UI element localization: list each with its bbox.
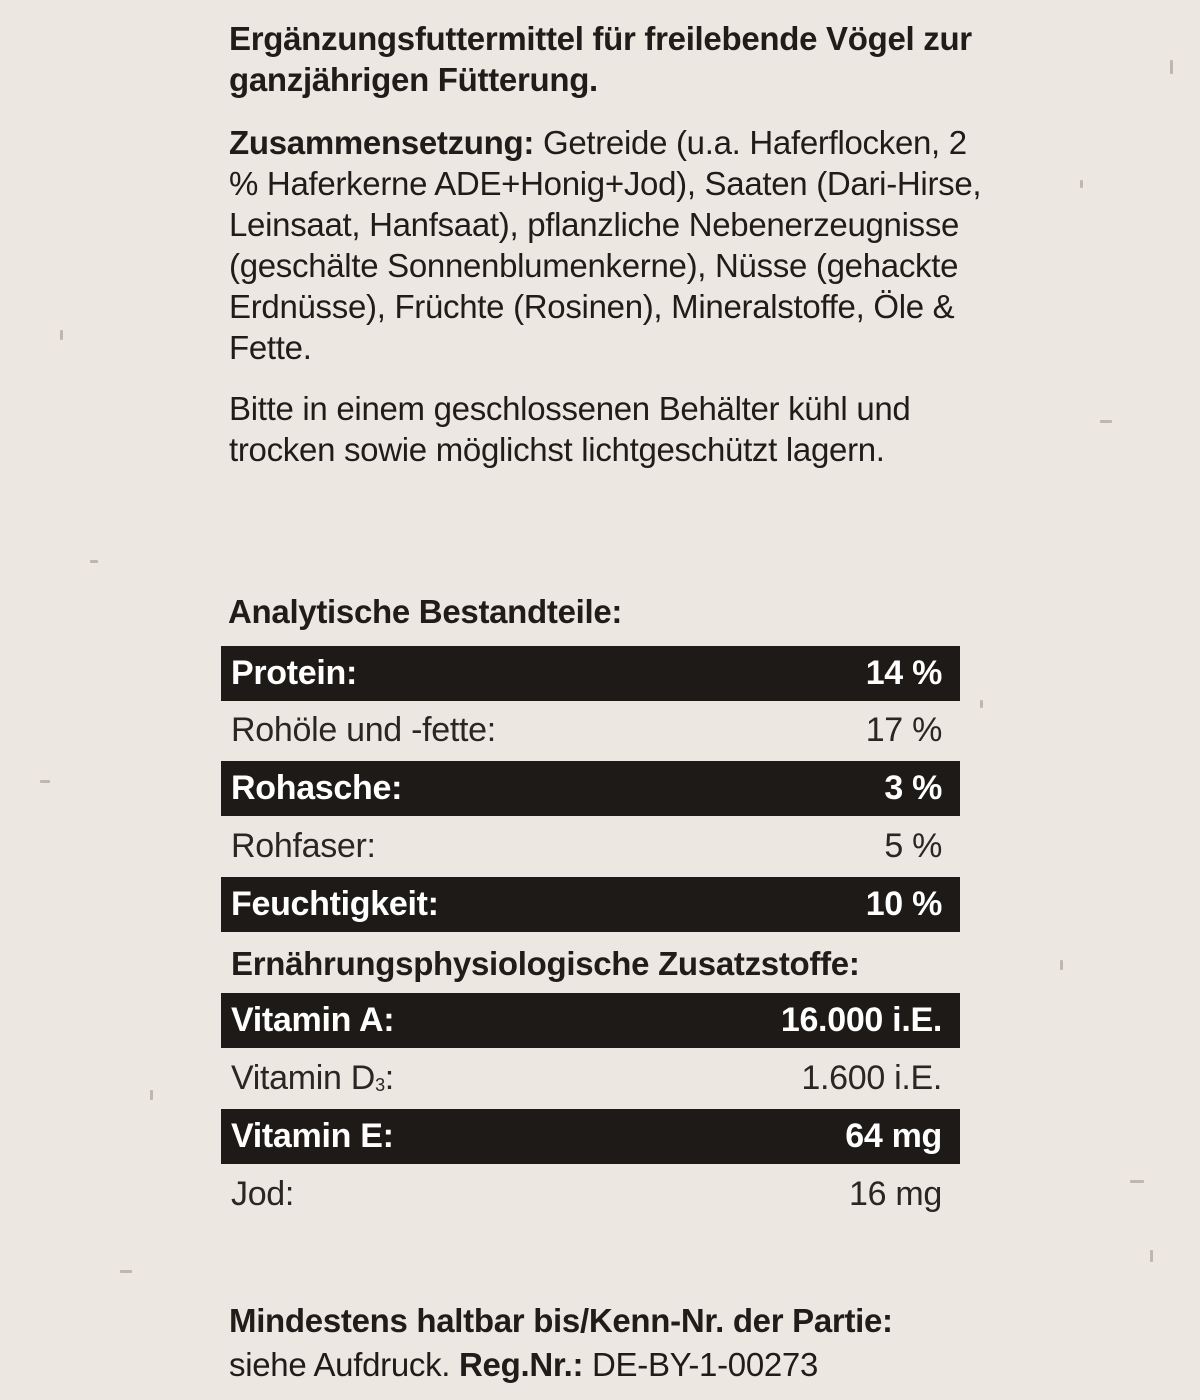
row-value: 16.000 i.E. — [780, 1001, 942, 1039]
product-description-heading: Ergänzungsfuttermittel für freilebende Vögel zur ganzjährigen Fütterung. — [229, 20, 972, 98]
row-label: Protein: — [231, 654, 358, 692]
additives-heading: Ernährungsphysiologische Zusatzstoffe: — [231, 945, 860, 982]
row-label: Vitamin A: — [231, 1001, 395, 1039]
row-label: Jod: — [231, 1175, 295, 1213]
composition-block — [229, 122, 989, 368]
analytics-row-moisture — [221, 877, 960, 932]
additives-row-iodine — [221, 1167, 960, 1222]
additives-row-vitamin-e — [221, 1109, 960, 1164]
row-value: 10 % — [865, 885, 942, 923]
row-value: 5 % — [884, 827, 942, 865]
composition-label: Zusammensetzung: — [229, 124, 535, 161]
additives-row-vitamin-a — [221, 993, 960, 1048]
row-value: 3 % — [884, 769, 942, 807]
row-label: Vitamin $D_3$: — [231, 1059, 394, 1097]
row-label: Vitamin E: — [231, 1117, 394, 1155]
row-value: 17 % — [865, 711, 942, 749]
analytics-row-fiber — [221, 819, 960, 874]
analytics-row-fats — [221, 703, 960, 758]
analytics-row-ash — [221, 761, 960, 816]
footer-line — [229, 1344, 989, 1385]
best-before-label: Mindestens haltbar bis/Kenn-Nr. der Partie: — [229, 1302, 893, 1339]
analytics-row-protein — [221, 646, 960, 701]
row-value: 14 % — [865, 654, 942, 692]
analytics-heading: Analytische Bestandteile: — [228, 593, 623, 630]
print-reference: siehe Aufdruck. — [229, 1346, 451, 1383]
storage-instructions: Bitte in einem geschlossenen Behälter kühl und trocken sowie möglichst lichtgeschützt lagern. — [229, 390, 911, 468]
additives-row-vitamin-d3 — [221, 1051, 960, 1106]
row-label: Rohasche: — [231, 769, 403, 807]
row-label: Feuchtigkeit: — [231, 885, 439, 923]
row-value: 16 mg — [849, 1175, 942, 1213]
row-value: 64 mg — [845, 1117, 942, 1155]
composition-text: Getreide (u.a. Haferflocken, 2 % Haferkerne ADE+Honig+Jod), Saaten (Dari-Hirse, Leinsaat, Hanfsaat), pflanzliche Nebenerzeugnisse (geschälte Sonnenblumenkerne), Nüsse (gehackte Erdnüsse), Früchte (Rosinen), Mineralstoffe, Öle & Fette. — [229, 124, 982, 366]
registration-label: Reg.Nr.: — [459, 1346, 584, 1383]
registration-number: DE-BY-1-00273 — [592, 1346, 819, 1383]
row-label: Rohöle und -fette: — [231, 711, 496, 749]
row-value: 1.600 i.E. — [801, 1059, 942, 1097]
row-label: Rohfaser: — [231, 827, 376, 865]
